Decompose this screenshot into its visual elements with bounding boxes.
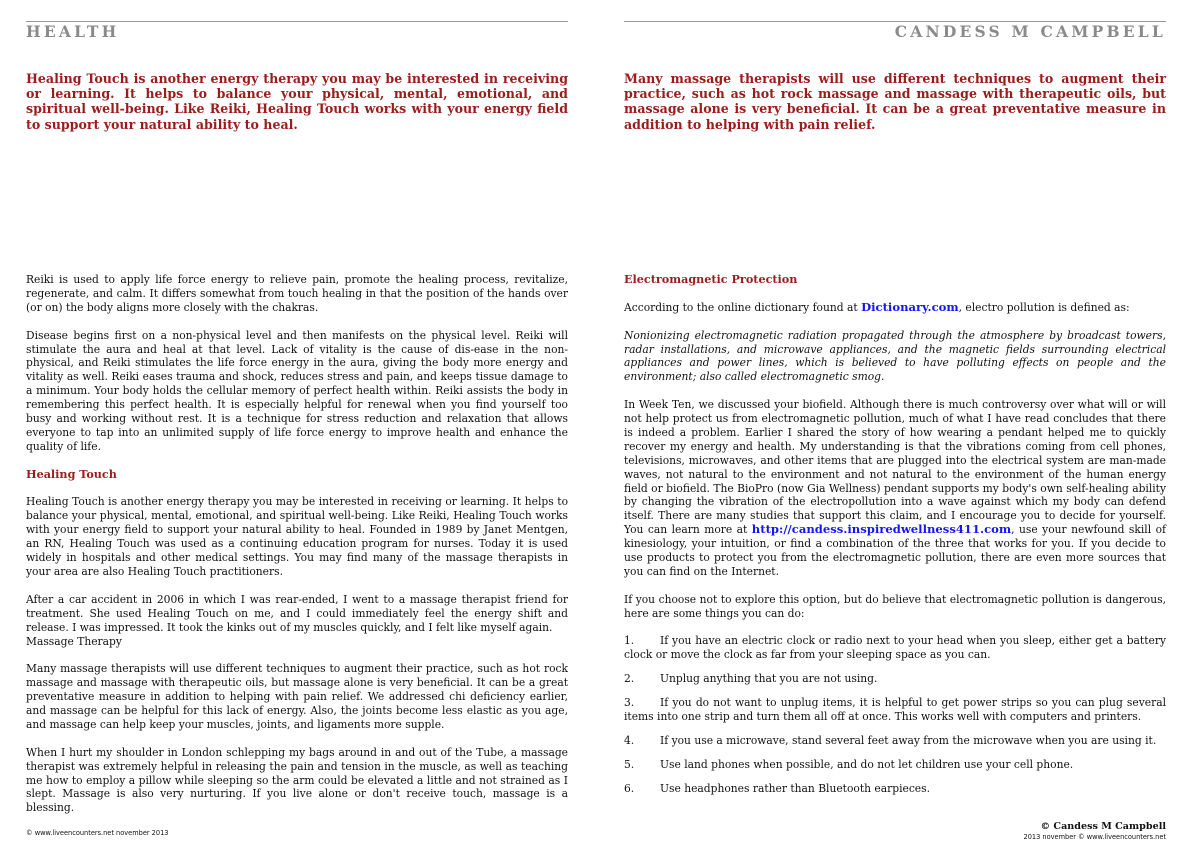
footer-copyright-site: 2013 november © www.liveencounters.net [1023,833,1166,841]
footer-right [1024,821,1166,841]
list-text: If you do not want to unplug items, it is helpful to get power strips so you can plug several items into one strip and turn them all off at once. This works well with computers and printers. [624,696,1166,724]
list-number: 4. [624,734,635,748]
pull-quote: Many massage therapists will use different techniques to augment their practice, such as hot rock massage and massage with therapeutic oils, but massage alone is very beneficial. It can be a great preventative measure in addition to helping with pain relief. [624,71,1166,132]
list-number: 6. [624,781,635,795]
list-number: 1. [624,634,635,648]
article-body-right [624,273,1166,806]
definition-quote: Nonionizing electromagnetic radiation propagated through the atmosphere by broadcast towers, radar installations, and microwave appliances, and the magnetic fields surrounding electrical appliances and power lines, which is believed to have polluting effects on people and the environment; also called electromagnetic smog. [624,328,1166,384]
list-text: Use headphones rather than Bluetooth earpieces. [660,781,931,795]
paragraph: Many massage therapists will use different techniques to augment their practice, such as hot rock massage and massage with therapeutic oils, but massage alone is very beneficial. It can be a great preventative measure in addition to helping with pain relief. We addressed chi deficiency earlier, and massage can be helpful for this lack of energy. Also, the joints become less elastic as you age, and massage can help keep your muscles, joints, and ligaments more supple. [26,662,568,731]
list-item [624,696,1166,724]
paragraph: Healing Touch is another energy therapy you may be interested in receiving or learning. It helps to balance your physical, mental, emotional, and spiritual well-being. Like Reiki, Healing Touch works with your energy field to support your natural ability to heal. Founded in 1989 by Janet Mentgen, an RN, Healing Touch was used as a continuing education program for nurses. Today it is used widely in hospitals and other medical settings. You may find many of the massage therapists in your area are also Healing Touch practitioners. [26,495,568,578]
inspiredwellness-link[interactable]: http://candess.inspiredwellness411.com [751,522,1012,537]
list-item [624,782,1166,796]
list-number: 2. [624,672,635,686]
list-text: Use land phones when possible, and do not let children use your cell phone. [660,757,1074,771]
subheading-healing-touch: Healing Touch [26,466,117,481]
section-header: HEALTH [26,22,120,41]
author-header: CANDESS M CAMPBELL [894,22,1166,41]
list-item [624,672,1166,686]
subheading-electromagnetic-protection: Electromagnetic Protection [624,272,798,286]
list-item [624,758,1166,772]
dictionary-link[interactable]: Dictionary.com [861,299,959,314]
list-text: If you have an electric clock or radio next to your head when you sleep, either get a battery clock or move the clock as far from your sleeping space as you can. [624,634,1166,662]
paragraph-week-ten: In Week Ten, we discussed your biofield. Although there is much controversy over what will or will not help protect us from electromagnetic pollution, much of what I have read concludes that there is indeed a problem. Earlier I shared the story of how wearing a pendant helped me to quickly recover my energy and health. My understanding is that the vibrations coming from cell phones, televisions, microwaves, and other items that are plugged into the electrical system are man-made waves, not natural to the environment and not natural to the environment of the human energy field or biofield. The BioPro (now Gia Wellness) pendant supports my body's own self-healing ability by changing the vibration of the electropollution into a wave against which my body can defend itself. There are many studies that support this claim, and I encourage you to decide for yourself. You can learn more at http://candess.inspiredwellness411.com, use your newfound skill of kinesiology, your intuition, or find a combination of the three that works for you. If you decide to use products to protect you from the electromagnetic pollution, there are even more sources that you can find on the Internet. [624,398,1166,578]
paragraph: After a car accident in 2006 in which I was rear-ended, I went to a massage therapist friend for treatment. She used Healing Touch on me, and I could immediately feel the energy shift and release. I was impressed. It took the kinks out of my muscles quickly, and I felt like myself again. [26,592,568,634]
list-number: 3. [624,696,635,710]
pull-quote: Healing Touch is another energy therapy you may be interested in receiving or learning. It helps to balance your physical, mental, emotional, and spiritual well-being. Like Reiki, Healing Touch works with your energy field to support your natural ability to heal. [26,71,568,132]
paragraph-intro: According to the online dictionary found at Dictionary.com, electro pollution is defined as: [624,299,1130,314]
heading-massage-therapy: Massage Therapy [26,634,122,648]
paragraph: If you choose not to explore this option, but do believe that electromagnetic pollution is dangerous, here are some things you can do: [624,592,1166,620]
list-item [624,634,1166,662]
list-number: 5. [624,757,635,771]
paragraph: Disease begins first on a non-physical level and then manifests on the physical level. Reiki will stimulate the aura and heal at that level. Lack of vitality is the cause of dis-ease in the non-physical, and Reiki stimulates the life force energy in the aura, giving the body more energy and vitality as well. Reiki eases trauma and shock, reduces stress and pain, and keeps tissue damage to a minimum. Your body holds the cellular memory of perfect health within. Reiki assists the body in remembering this perfect health. It is especially helpful for renewal when you find yourself too busy and working without rest. It is a technique for stress reduction and relaxation that allows everyone to tap into an unlimited supply of life force energy to improve health and enhance the quality of life. [26,328,568,453]
list-item [624,734,1166,748]
footer-left: © www.liveencounters.net november 2013 [26,829,169,837]
paragraph: Reiki is used to apply life force energy to relieve pain, promote the healing process, revitalize, regenerate, and calm. It differs somewhat from touch healing in that the position of the hands over (or on) the body aligns more closely with the chakras. [26,273,568,314]
paragraph: When I hurt my shoulder in London schlepping my bags around in and out of the Tube, a massage therapist was extremely helpful in releasing the pain and tension in the muscle, as well as teaching me how to employ a pillow while sleeping so the arm could be elevated a little and not strained as I slept. Massage is also very nurturing. If you live alone or don't receive touch, massage is a blessing. [26,745,568,815]
list-text: If you use a microwave, stand several feet away from the microwave when you are using it. [660,734,1157,748]
right-page [624,0,1166,842]
footer-copyright-name: © Candess M Campbell [1040,821,1166,832]
article-body-left [26,273,568,829]
left-page [26,0,568,842]
list-text: Unplug anything that you are not using. [660,672,878,686]
